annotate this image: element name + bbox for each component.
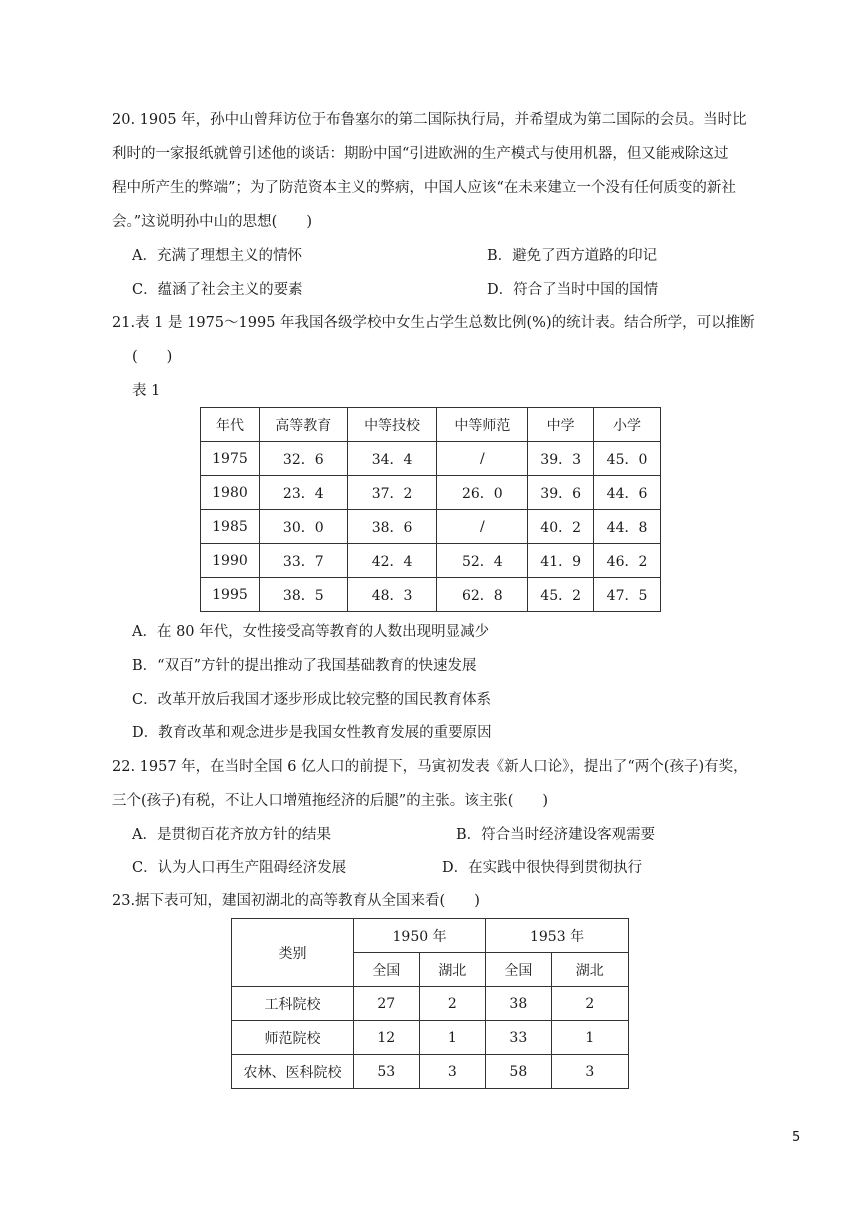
q20-line-4: 会。”这说明孙中山的思想( ): [112, 214, 312, 230]
q21-line-1: 21.表 1 是 1975～1995 年我国各级学校中女生占学生总数比例(%)的统计表。结合所学，可以推断: [112, 315, 755, 331]
table-cell: 44．6: [594, 476, 661, 510]
table-cell: 52．4: [437, 544, 528, 578]
table-cell: 1975: [201, 442, 260, 476]
table-cell: 农林、医科院校: [232, 1055, 354, 1089]
table-row: [201, 544, 661, 578]
table-row: [201, 442, 661, 476]
table-cell: 40．2: [528, 510, 594, 544]
header-cell: 中等技校: [347, 408, 437, 442]
table-cell: 1990: [201, 544, 260, 578]
header-cell: 年代: [201, 408, 260, 442]
table-1-caption: 表 1: [132, 383, 161, 399]
table-cell: 38．5: [259, 578, 347, 612]
q21-line-2: ( ): [132, 349, 173, 365]
header-cell: 中学: [528, 408, 594, 442]
q20-option-d: D．符合了当时中国的国情: [487, 282, 659, 298]
subheader-cell: 湖北: [419, 953, 485, 987]
q22-option-d: D．在实践中很快得到贯彻执行: [442, 860, 643, 876]
table-cell: 33．7: [259, 544, 347, 578]
year-header-1950: 1950 年: [354, 919, 486, 953]
table-cell: 53: [354, 1055, 420, 1089]
table-cell: 41．9: [528, 544, 594, 578]
table-cell: 46．2: [594, 544, 661, 578]
q21-option-a: A．在 80 年代，女性接受高等教育的人数出现明显减少: [132, 624, 490, 640]
table-cell: 33: [486, 1021, 552, 1055]
table-cell: 58: [486, 1055, 552, 1089]
table-1: [200, 407, 661, 612]
table-row: [232, 1021, 629, 1055]
table-cell: /: [437, 442, 528, 476]
table-cell: 42．4: [347, 544, 437, 578]
table-cell: 23．4: [259, 476, 347, 510]
table-cell: 38: [486, 987, 552, 1021]
table-cell: 师范院校: [232, 1021, 354, 1055]
table-cell: 1: [419, 1021, 485, 1055]
table-cell: 3: [551, 1055, 628, 1089]
q22-option-b: B．符合当时经济建设客观需要: [456, 827, 656, 843]
table-cell: 39．6: [528, 476, 594, 510]
table-cell: 47．5: [594, 578, 661, 612]
table-cell: 3: [419, 1055, 485, 1089]
table-cell: 34．4: [347, 442, 437, 476]
header-cell: 小学: [594, 408, 661, 442]
q23-line-1: 23.据下表可知，建国初湖北的高等教育从全国来看( ): [112, 893, 480, 909]
header-cell: 高等教育: [259, 408, 347, 442]
table-cell: 37．2: [347, 476, 437, 510]
q22-line-2: 三个(孩子)有税，不让人口增殖拖经济的后腿”的主张。该主张( ): [112, 793, 549, 809]
subheader-cell: 全国: [354, 953, 420, 987]
q20-line-3: 程中所产生的弊端”；为了防范资本主义的弊病，中国人应该“在未来建立一个没有任何质变的新社: [112, 180, 736, 196]
table-cell: 26．0: [437, 476, 528, 510]
table-cell: 62．8: [437, 578, 528, 612]
table-cell: 2: [419, 987, 485, 1021]
table-row: [201, 578, 661, 612]
table-cell: 1980: [201, 476, 260, 510]
table-cell: 27: [354, 987, 420, 1021]
table-row: [201, 476, 661, 510]
table-cell: 工科院校: [232, 987, 354, 1021]
q20-option-b: B．避免了西方道路的印记: [487, 248, 658, 264]
table-cell: 1: [551, 1021, 628, 1055]
q20-option-c: C．蕴涵了社会主义的要素: [132, 282, 303, 298]
q22-option-c: C．认为人口再生产阻碍经济发展: [132, 860, 347, 876]
table-cell: 48．3: [347, 578, 437, 612]
table-cell: 39．3: [528, 442, 594, 476]
table-cell: 12: [354, 1021, 420, 1055]
category-header: 类别: [232, 919, 354, 987]
table-cell: 30．0: [259, 510, 347, 544]
table-cell: 45．2: [528, 578, 594, 612]
q20-line-1: 20. 1905 年，孙中山曾拜访位于布鲁塞尔的第二国际执行局，并希望成为第二国际的会员。当时比: [112, 112, 747, 128]
q22-option-a: A．是贯彻百花齐放方针的结果: [132, 827, 331, 843]
table-header-row: [201, 408, 661, 442]
subheader-cell: 全国: [486, 953, 552, 987]
table-cell: 45．0: [594, 442, 661, 476]
table-row: [232, 1055, 629, 1089]
q22-line-1: 22. 1957 年，在当时全国 6 亿人口的前提下，马寅初发表《新人口论》，提出了“两个(孩子)有奖，: [112, 759, 748, 775]
table-row: [201, 510, 661, 544]
table-2: [231, 918, 629, 1089]
table-cell: 1995: [201, 578, 260, 612]
q21-option-d: D．教育改革和观念进步是我国女性教育发展的重要原因: [132, 725, 492, 741]
q20-option-a: A．充满了理想主义的情怀: [132, 248, 302, 264]
year-header-1953: 1953 年: [486, 919, 629, 953]
page-number: 5: [792, 1130, 801, 1145]
q20-line-2: 利时的一家报纸就曾引述他的谈话：期盼中国“引进欧洲的生产模式与使用机器，但又能戒除这过: [112, 146, 729, 162]
table-cell: 38．6: [347, 510, 437, 544]
q21-option-b: B．“双百”方针的提出推动了我国基础教育的快速发展: [132, 658, 477, 674]
table-cell: 44．8: [594, 510, 661, 544]
header-cell: 中等师范: [437, 408, 528, 442]
table-cell: /: [437, 510, 528, 544]
table-cell: 1985: [201, 510, 260, 544]
table-header-row: [232, 919, 629, 953]
table-cell: 2: [551, 987, 628, 1021]
table-row: [232, 987, 629, 1021]
q21-option-c: C．改革开放后我国才逐步形成比较完整的国民教育体系: [132, 692, 492, 708]
table-cell: 32．6: [259, 442, 347, 476]
subheader-cell: 湖北: [551, 953, 628, 987]
